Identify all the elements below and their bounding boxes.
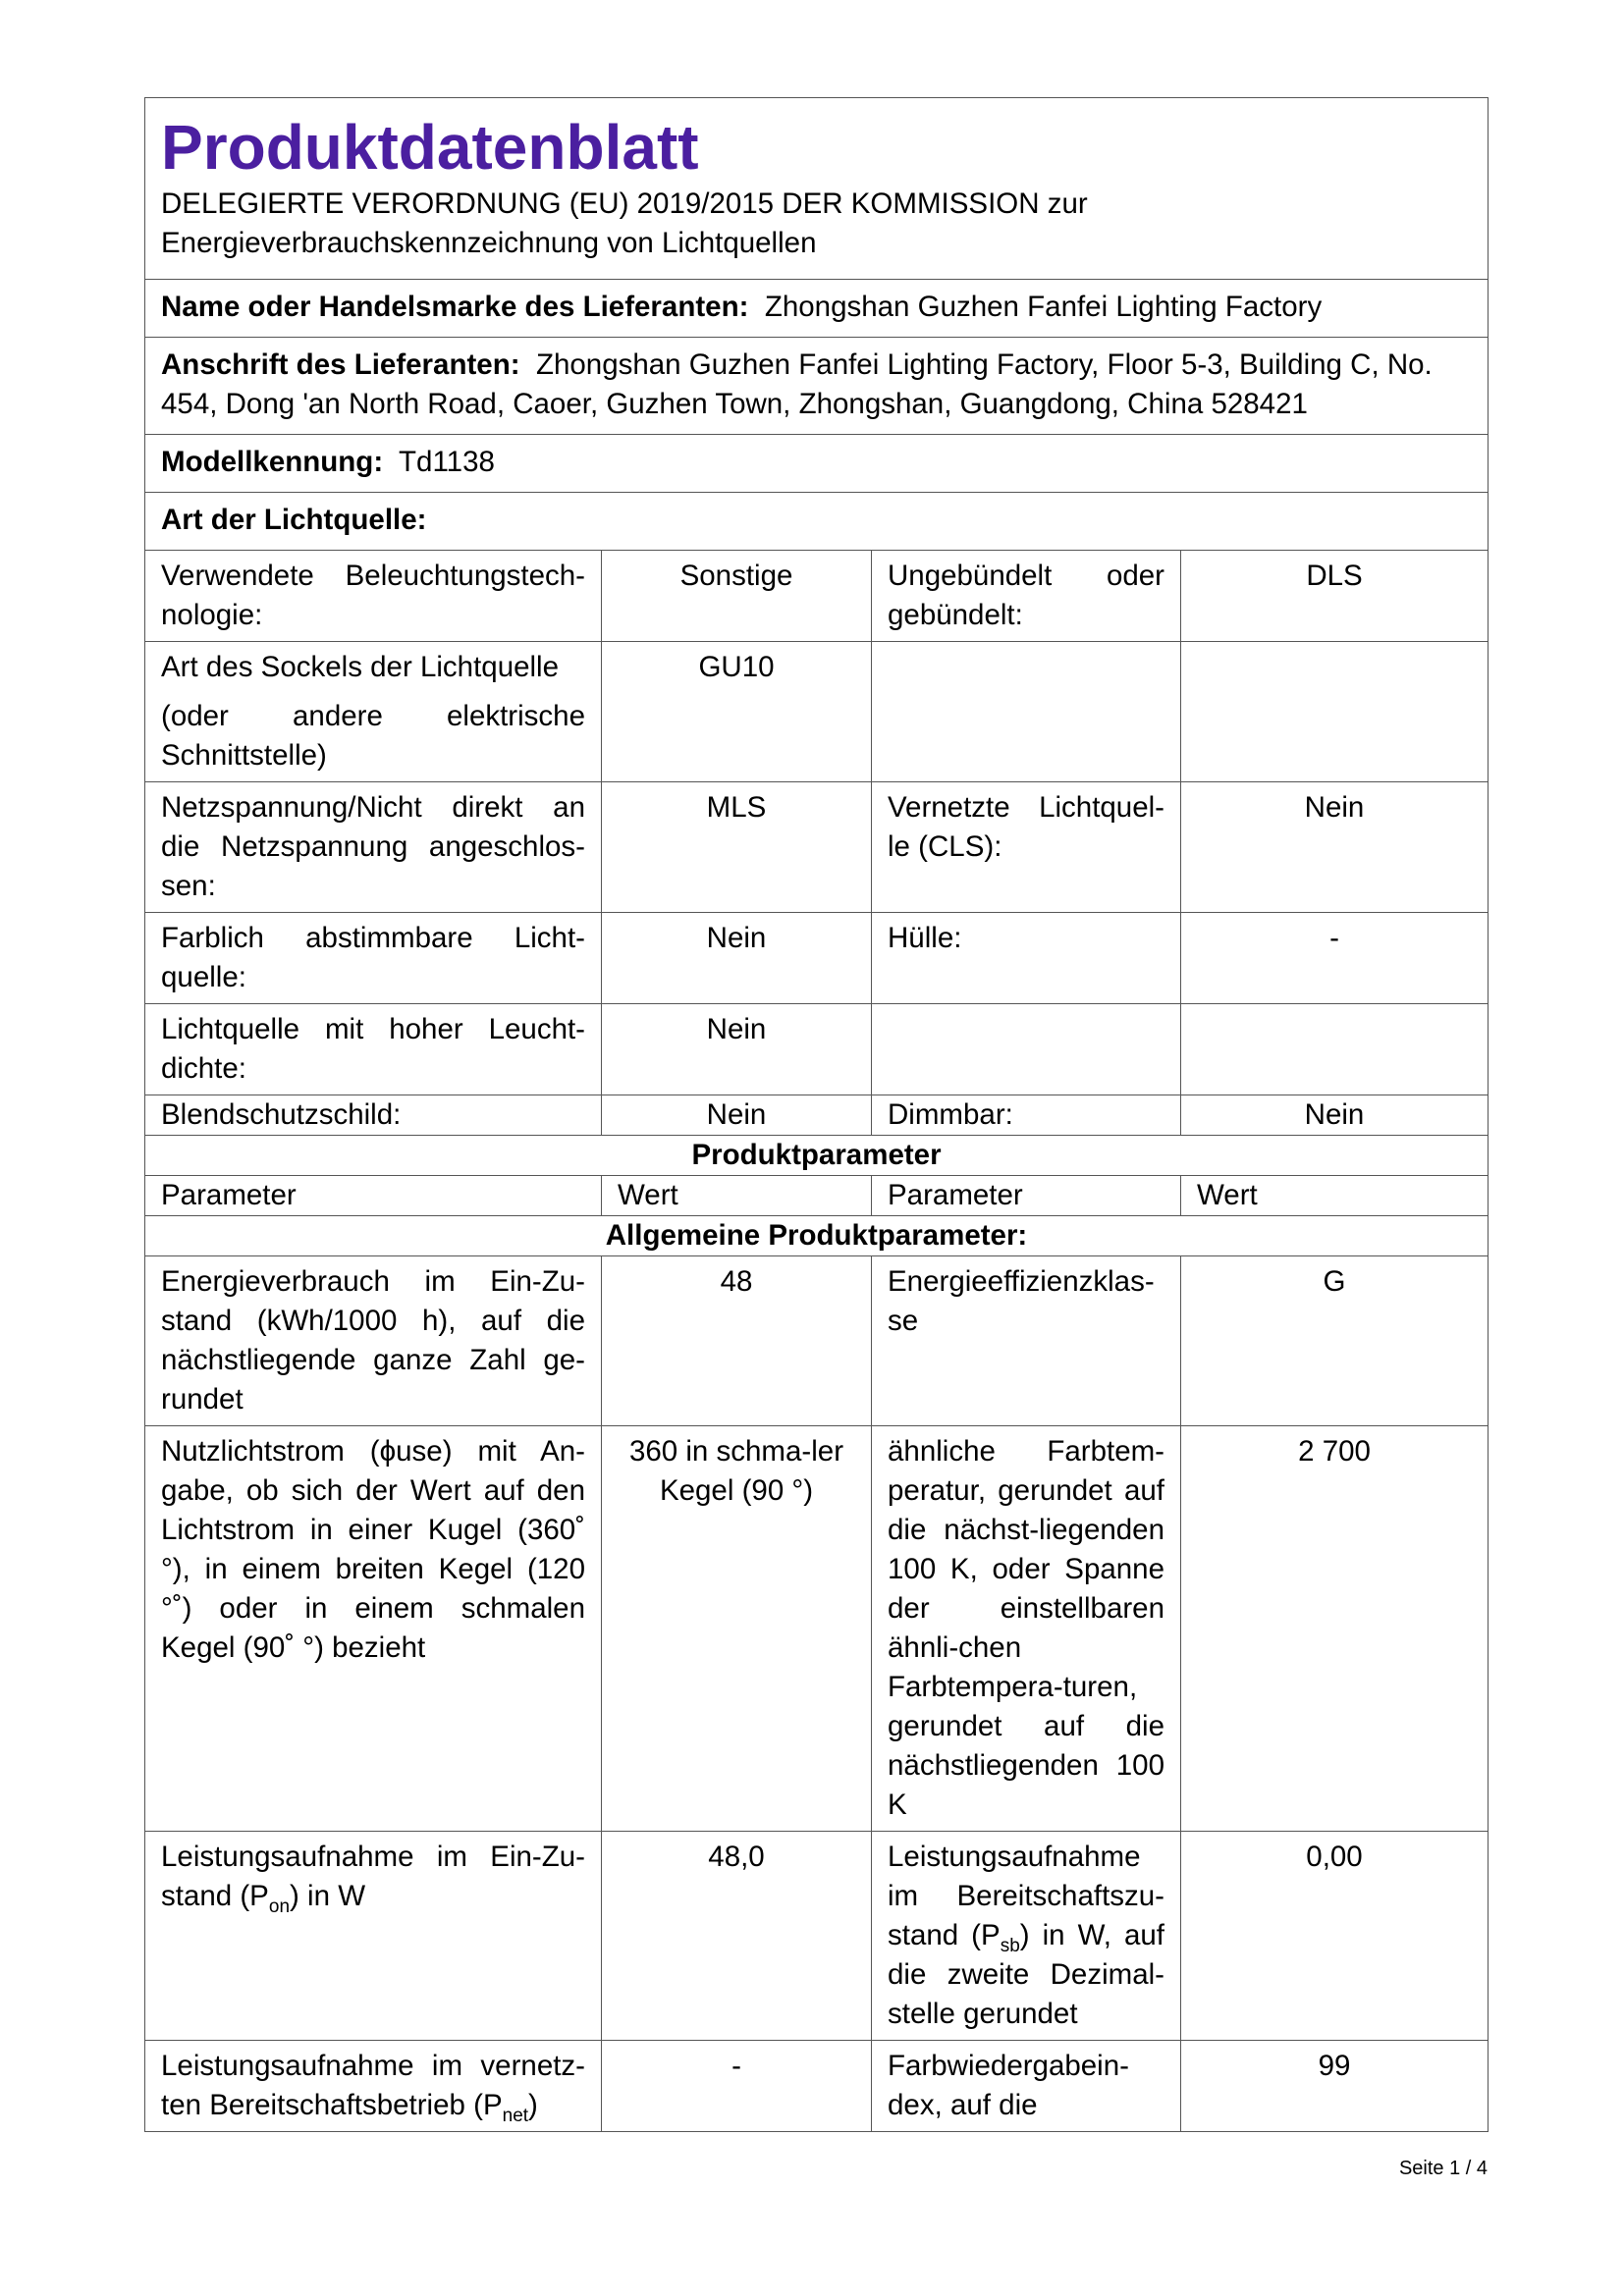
column-header-row: [145, 1176, 1489, 1216]
general-parameters-heading: Allgemeine Produktparameter:: [145, 1216, 1489, 1256]
title-row: [145, 98, 1489, 280]
general-parameters-heading-row: [145, 1216, 1489, 1256]
supplier-address-row: [145, 338, 1489, 435]
page-title: Produktdatenblatt: [161, 112, 699, 183]
table-row: Leistungsaufnahme im Ein-Zu-stand $(P_{on})$ in W 48,0 Leistungsaufnahme im Bereitschaftszu-stand $(P_{sb})$ in W, auf die zweite Dezimal-stelle gerundet 0,00: [145, 1832, 1489, 2041]
model-row: [145, 435, 1489, 493]
table-row: Leistungsaufnahme im vernetz-ten Bereitschaftsbetrieb $(P_{net})$ - Farbwiedergabein-dex, auf die 99: [145, 2041, 1489, 2132]
table-row: Verwendete Beleuchtungstech-nologie: Sonstige Ungebündelt oder gebündelt: DLS: [145, 551, 1489, 642]
supplier-address-label: Anschrift des Lieferanten:: [161, 348, 520, 381]
table-row: Farblich abstimmbare Licht-quelle: Nein Hülle: -: [145, 913, 1489, 1004]
column-header-parameter: Parameter: [872, 1176, 1181, 1216]
model-label: Modellkennung:: [161, 446, 384, 478]
page-number: Seite 1 / 4: [1398, 2158, 1488, 2179]
light-source-type-heading-row: [145, 493, 1489, 551]
supplier-name-value: Zhongshan Guzhen Fanfei Lighting Factory: [764, 291, 1323, 323]
table-row: Lichtquelle mit hoher Leucht-dichte: Nein: [145, 1004, 1489, 1095]
table-row: Blendschutzschild: Nein Dimmbar: Nein: [145, 1095, 1489, 1136]
supplier-address-value: Zhongshan Guzhen Fanfei Lighting Factory, Floor 5-3, Building C, No. 454, Dong 'an North Road, Caoer, Guzhen Town, Zhongshan, Guangdong, China 528421: [161, 348, 1433, 420]
product-parameters-heading: Produktparameter: [145, 1136, 1489, 1176]
column-header-value: Wert: [602, 1176, 872, 1216]
column-header-parameter: Parameter: [145, 1176, 602, 1216]
table-row: Energieverbrauch im Ein-Zu-stand (kWh/1000 h), auf die nächstliegende ganze Zahl ge-rundet 48 Energieeffizienzklas-se G: [145, 1256, 1489, 1426]
product-parameters-heading-row: [145, 1136, 1489, 1176]
product-data-sheet-table: [144, 97, 1489, 2132]
supplier-name-label: Name oder Handelsmarke des Lieferanten:: [161, 291, 749, 323]
table-row: Nutzlichtstrom (ϕuse) mit An-gabe, ob sich der Wert auf den Lichtstrom in einer Kugel (360˚ °), in einem breiten Kegel (120 °˚) oder in einem schmalen Kegel (90˚ °) bezieht 360 in schma-ler Kegel (90 °) ähnliche Farbtem-peratur, gerundet auf die nächst-liegenden 100 K, oder Spanne der einstellbaren ähnli-chen Farbtempera-turen, gerundet auf die nächstliegenden 100 K 2 700: [145, 1426, 1489, 1832]
model-value: Td1138: [399, 446, 495, 478]
regulation-text: DELEGIERTE VERORDNUNG (EU) 2019/2015 DER KOMMISSION zur Energieverbrauchskennzeichnung von Lichtquellen: [161, 187, 1088, 259]
supplier-name-row: [145, 280, 1489, 338]
column-header-value: Wert: [1181, 1176, 1489, 1216]
table-row: Netzspannung/Nicht direkt an die Netzspannung angeschlos-sen: MLS Vernetzte Lichtquel-le (CLS): Nein: [145, 782, 1489, 913]
table-row: Art des Sockels der Lichtquelle (oder andere elektrische Schnittstelle) GU10: [145, 642, 1489, 782]
light-source-type-heading: Art der Lichtquelle:: [145, 493, 1489, 551]
